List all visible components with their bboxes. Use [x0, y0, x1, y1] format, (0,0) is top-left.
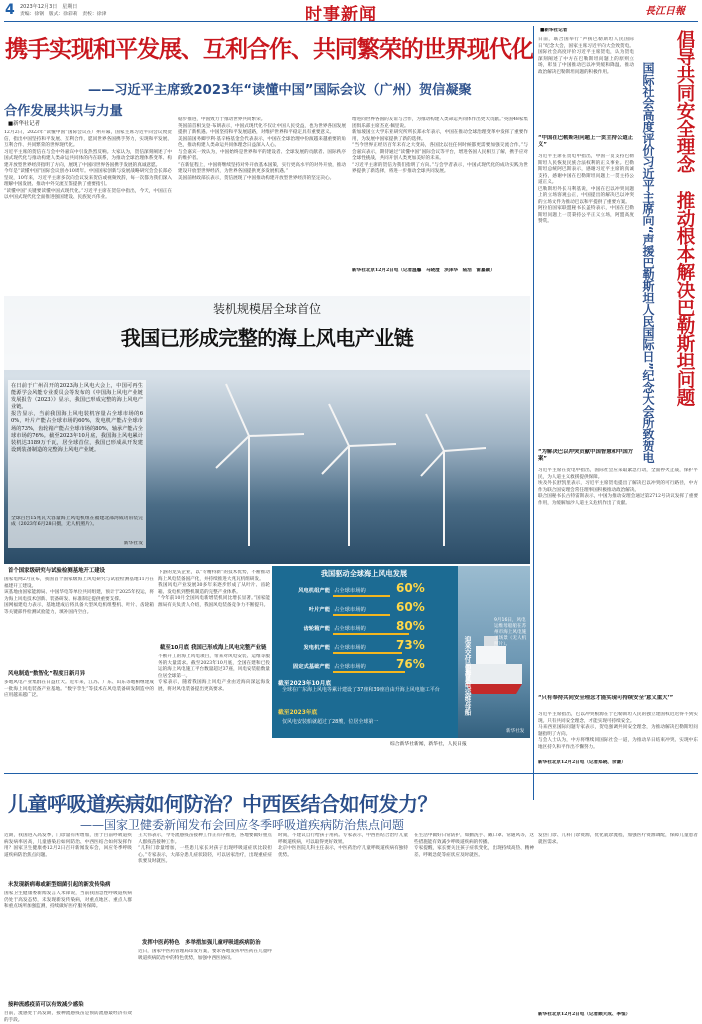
date-line: 2023年12月3日 星期日: [20, 4, 78, 10]
editor-line: 责编：徐钢 版式：徐彩莉 责校：徐津: [20, 12, 107, 17]
health-text-6: 时间，不建议自行给孩子用药。专家表示，中西医结合治疗儿童呼吸道疾病，可以取得更好效果。 北京中医医院儿科主任表示，中医药治疗儿童呼吸道疾病有独特优势。: [278, 833, 408, 858]
vessel-label: 迎来交付出海风电运维母船: [463, 636, 471, 716]
right-text-3: 习近平主席指出，巴以冲突根源在于巴勒斯坦人民的独立建国权迟迟得不到实现。只有共同安全理念，才能实现可持续安全。 马来西亚国际问题专家表示，贺电强调共同安全理念，为推动解决巴勒斯坦问题指明了方向。 与会人士认为，中方将继续同国际社会一道，为推动早日结束冲突、实现中东地区持久和平作出不懈努力。: [538, 712, 698, 750]
health-text-7: 在生活中做好日常防护，如勤洗手、戴口罩、常通风等，这些措施能有效减少呼吸道疾病的传播。 专家提醒，家长要关注孩子症状变化，出现持续高热、精神差、呼吸急促等症状应及时就医。: [414, 833, 534, 858]
infographic-row-value: 73%: [396, 638, 425, 652]
vessel-credit: 新华社发: [506, 729, 525, 734]
right-credit: 新华社北京12月2日电（记者郑晓、余谦）: [538, 760, 626, 765]
health-text-5: 近日，国家中医药管理局印发方案，要求各地发挥中医药在儿童呼吸道疾病防治中的特色优势，加强中西医协同。: [138, 949, 272, 961]
infographic-bar: [333, 671, 405, 673]
infographic-bar: [333, 595, 390, 597]
wind-text-1: 国家电网2月宣布，我国首个国家级海上风电研究与试验检测基地11月在福建开工建设。 该基地由国家能源局、中国华电等单位共同组建，预计于2025年投运，将为海上风电技术创新、装备研发、标准制定提供重要支撑。 国网福建电力表示，基地建成后将具备大型风电机组整机、叶片、齿轮箱等关键部件检测试验能力，填补国内空白。: [4, 577, 154, 615]
infographic-rows: [278, 581, 450, 676]
infographic-row-value: 76%: [396, 657, 425, 671]
wind-kicker: 装机规模居全球首位: [212, 302, 321, 316]
infographic-row-label: 发电机产能: [303, 645, 330, 651]
lead-subtitle-1: ——习近平主席致2023年“读懂中国”国际会议（广州）贺信凝聚: [88, 83, 472, 98]
wind-photo-caption: 全球百台15兆瓦大容量海上风电机组在福建北部湾成功吊装完成（2023年6月28日摄，无人机照片）。: [11, 516, 143, 528]
health-text-4: 王大伟表示，今冬流感疫苗接种工作正有序推进，各地要做好重点人群疫苗接种工作。 “儿科门诊量增加，一些患儿家长对孩子出现呼吸道症状比较担心。”专家表示，大部分患儿症状较轻，可以居家治疗，出现重症症状要及时就医。: [138, 833, 272, 864]
page-number: 4: [5, 2, 15, 18]
infographic-row-label: 叶片产能: [308, 607, 330, 613]
infographic-row-suffix: 占全球市场的: [334, 588, 366, 594]
wind-subhead-3: 截至10月底 我国已形成海上风电完整产业链: [160, 645, 267, 651]
right-subhead-1: “中国在巴勒斯坦问题上一贯主持公道正义”: [538, 135, 634, 148]
health-top-rule: [4, 773, 698, 774]
column-divider: [533, 26, 534, 800]
lead-column-3: 增进同世界各国的友谊与合作，为推动构建人类命运共同体作出更大贡献。”英国48家集团俱乐部主席杰克·佩里说。 新加坡国立大学东亚研究所所长郑永年表示，中国在推动全球治理变革中发挥了重要作用，为发展中国家提供了新的选择。 “当今世界正经历百年未有之大变局，各国比以往任何时候都更需要加强交流合作。”与会嘉宾表示，期待通过“读懂中国”国际会议等平台，增进各国人民相互了解，携手应对全球性挑战，共同开创人类更加美好的未来。 “习近平主席的贺信为我们指明了方向。”与会学者表示，中国式现代化的成功实践为世界提供了新选择，将进一步推动全球共同发展。: [352, 117, 528, 174]
health-headline: 儿童呼吸道疾病如何防治？中西医结合如何发力？: [8, 792, 437, 816]
right-text-2: 习近平主席在贺电中指出，国际社会应采取紧急行动，全面停火止战，保护平民，为人道主义救援提供保障。 埃及外长舒凯里表示，习近平主席贺电提出了解决巴以冲突的可行路径，中方作为联合国安理会常任理事国积极推动政治解决。 联合国秘书长古特雷斯表示，中国为推动安理会通过第2712号决议发挥了重要作用，为缓解加沙人道主义危机作出了贡献。: [538, 468, 698, 506]
infographic-row-label: 齿轮箱产能: [303, 626, 330, 632]
right-text-1: 习近平主席在贺电中指出，中国一贯支持巴勒斯坦人民恢复民族合法权利的正义事业。巴勒斯坦总统阿巴斯表示，感谢习近平主席的真诚支持，感谢中国在巴勒斯坦问题上一贯主持公道正义。 巴勒斯坦外长马利基说，中国在巴以冲突问题上的立场客观公正，中国提出的解决巴以冲突的立场文件为推动巴以和平提供了重要方案。 阿拉伯国家联盟秘书长盖特表示，中国在巴勒斯坦问题上一贯秉持公平正义立场，阿盟高度赞赏。: [538, 154, 634, 224]
health-subhead-2: 接种流感疫苗可以有效减少感染: [8, 1002, 84, 1008]
infographic-row-suffix: 占全球市场的: [334, 664, 366, 670]
infographic-year-label: 截至2023年底: [278, 710, 318, 716]
health-subtitle: ——国家卫健委新闻发布会回应冬季呼吸道疾病防治焦点问题: [80, 818, 405, 832]
health-subhead-3: 发挥中医药特色 多举措加强儿童呼吸道疾病防治: [142, 940, 261, 946]
wind-text-4: 不断开工的海上风电项目，带来对风电安装、运维等服务的大量需求。截至2023年10月底，全国在建和已投运的海上风电施工平台数量超过37座，风电安装船数量位居全球第一。 专家表示，随着我国海上风电产业由近海向深远海发展，将对风电装备提出更高要求。: [158, 654, 270, 692]
masthead-logo: 長江日報: [645, 6, 685, 17]
infographic-row-suffix: 占全球市场的: [334, 626, 366, 632]
health-text-1: 近期，我国进入高发季，门诊量有所增加，由于目前呼吸道疾病发病率居高，儿童感染后如何防治、中西医结合如何发挥作用？国家卫生健康委12月2日召开新闻发布会，回应冬季呼吸道疾病防治焦点问题。: [4, 833, 132, 858]
right-subhead-3: “只有奉持共同安全理念才能实现可持续安全‘意义重大’”: [538, 695, 674, 701]
vessel-caption: 9月16日，风电运维母船船在苏州市海上风电施工场景（无人机照片）。: [494, 618, 527, 647]
lead-column-2: 稳步推进，中国致力于推动世界共同繁荣。 英国前首相戈登·布朗表示，中国式现代化不仅让中国人民受益，也为世界各国发展提供了新机遇。中国坚持和平发展道路，对维护世界和平稳定具有重要意义。 美国前国务卿亨利·基辛格基金会代表表示，中国在全球治理中扮演越来越重要的角色，推动构建人类命运共同体理念日益深入人心。 与会嘉宾一致认为，中国始终是世界和平的建设者、全球发展的贡献者、国际秩序的维护者。 “在新征程上，中国将继续坚持对外开放基本国策，实行更高水平的对外开放，推动建设开放型世界经济，为世界各国提供更多发展机遇。” 美国前财政部长表示，贺信展现了中国推动构建开放型世界经济的坚定决心。: [178, 117, 346, 181]
infographic-bar: [333, 652, 402, 654]
infographic-title: 我国驱动全球海上风电发展: [320, 569, 408, 578]
section-title: 时事新闻: [305, 5, 377, 25]
infographic-row-label: 风电机组产能: [298, 588, 330, 594]
wind-infographic: [272, 566, 530, 738]
health-text-2: 国家卫生健康委新闻发言人米锋说，当前我国急性呼吸道疾病仍处于高发态势，未发现新发传染病，对重点地区、重点人群和重点场所加强监测，持续做好医疗服务保障。: [4, 891, 132, 909]
infographic-bar: [333, 614, 390, 616]
health-text-8: 发热门诊、儿科门诊资源，优化就诊流程，加强医疗资源调配，保障儿童患者就医需求。: [538, 833, 698, 845]
infographic-mid-title: 截至2023年10月底: [278, 681, 332, 687]
infographic-row: [278, 638, 450, 656]
infographic-row-suffix: 占全球市场的: [334, 645, 366, 651]
wind-headline: 我国已形成完整的海上风电产业链: [120, 326, 414, 350]
health-text-3: 目前，流感处于高发期，接种流感疫苗是预防流感最经济有效的手段。: [4, 1011, 132, 1023]
wind-intro-text: 在日前于广州召开的2023海上风电大会上，中国可再生能源学会风能专业委员会等发布的《中国海上风电产业链发展报告（2023）》显示，我国已形成完整的海上风电产业链。 报告显示，当前我国海上风电装机容量占全球市场的60%，叶片产能占全球市场的60%，发电机产能占全球市场的73%，齿轮箱产能占全球市场的80%，轴承产能占全球市场的76%。截至2023年10月底，我国海上风电累计装机达3189万千瓦，居全球首位，我国已形成从开发建设到装备制造的完整海上风电产业链。: [11, 383, 143, 453]
wind-photo-credit: 新华社发: [123, 540, 143, 546]
infographic-capacity: 全球在广东海上风电等累计建设了37座和39座自由升海上风电施工平台: [282, 687, 440, 693]
health-subhead-1: 未发现新病毒或新型细菌引起的新发传染病: [8, 882, 111, 888]
right-heading-b: 国际社会高度评价习近平主席向“声援巴勒斯坦人民国际日”纪念大会所致贺电: [641, 62, 655, 464]
lead-subtitle-2: 合作发展共识与力量: [4, 104, 123, 119]
lead-headline: 携手实现和平发展、互利合作、共同繁荣的世界现代化: [5, 36, 533, 63]
wind-subhead-1: 首个国家级研究与试验检测基地开工建设: [8, 568, 106, 574]
right-heading-a: 倡导共同安全理念 推动根本解决巴勒斯坦问题: [674, 30, 695, 406]
infographic-row: [278, 581, 450, 599]
infographic-row-label: 固定式基础产能: [292, 664, 330, 670]
right-byline: ■新华社记者: [540, 28, 568, 33]
header-rule: [4, 21, 698, 22]
health-credit: 新华社北京12月2日电（记者顾天成、李恒）: [538, 1012, 631, 1017]
wind-subhead-2: 风电制造“数智化”程度日新月异: [8, 671, 86, 677]
lead-column-1: 12月2日，2023年“读懂中国”国际会议在广州开幕，国家主席习近平向会议致贺信，指出中国坚持和平发展、互利合作，愿同世界各国携手努力，实现和平发展、互利合作、共同繁荣的世界现代化。 习近平主席的贺信在与会中外嘉宾中引发热烈反响。大家认为，贺信深刻阐述了中国式现代化与推动构建人类命运共同体的内在联系，为推动全球治理体系变革、构建开放型世界经济指明了方向，展现了中国同世界各国携手发展的真诚意愿。 今年是“读懂中国”国际会议创办10周年。中国国家创新与发展战略研究会会长郑必坚说，10年来，习近平主席多次向会议发来贺信或视频致辞，每一次都为我们深入理解中国发展、推动中外交流互鉴提供了重要指引。 “读懂中国”关键要读懂中国式现代化。”习近平主席在贺信中指出，今天，中国正在以中国式现代化全面推进强国建设、民族复兴伟业。: [4, 130, 172, 200]
infographic-row: [278, 657, 450, 675]
lead-byline: ■新华社记者: [8, 121, 41, 127]
infographic-bar: [333, 633, 409, 635]
infographic-row-value: 60%: [396, 581, 425, 595]
right-intro: 日前，联合国举行“声援巴勒斯坦人民国际日”纪念大会，国家主席习近平向大会致贺电。国际社会高度评价习近平主席贺电，认为贺电深刻阐述了中方在巴勒斯坦问题上的原则立场，彰显了中国推动巴以冲突缓和降温、推动政治解决巴勒斯坦问题的积极作用。: [538, 37, 634, 75]
infographic-rank: 仅风电安装船就超过了28艘，位居全球第一: [282, 719, 379, 725]
wind-text-3: 下游的龙头企业，以“专精特新”的技术优势，不断推动海上风电装备国产化，并持续推进大兆瓦机组研发。 我国风电产业发展30多年来逐步形成了从叶片、齿轮箱、发电机到整机制造的完整产业体系。 “今年前10月全国风电新增装机同比增长显著。”国家能源局有关负责人介绍，我国风电装备竞争力不断提升。: [158, 570, 270, 608]
infographic-row: [278, 619, 450, 637]
wind-text-2: 多地风电产业集群在日益壮大。近年来，江苏、广东、山东等地相继建成一批海上风电装备产业基地。“数字孪生”等技术在风电装备研发制造中的应用越来越广泛。: [4, 680, 154, 698]
lead-credit: 新华社北京12月2日电（记者温馨 马晓澄 洪泽华 陆浩 雷嘉颖）: [352, 268, 495, 273]
infographic-row-value: 60%: [396, 600, 425, 614]
wind-intro-box: [8, 380, 146, 548]
infographic-row-suffix: 占全球市场的: [334, 607, 366, 613]
infographic-row: [278, 600, 450, 618]
right-subhead-2: “为解决巴以冲突贡献中国智慧和中国方案”: [538, 449, 634, 462]
wind-credit: 综合新华社新闻，新华社，人民日报: [390, 742, 467, 747]
infographic-row-value: 80%: [396, 619, 425, 633]
